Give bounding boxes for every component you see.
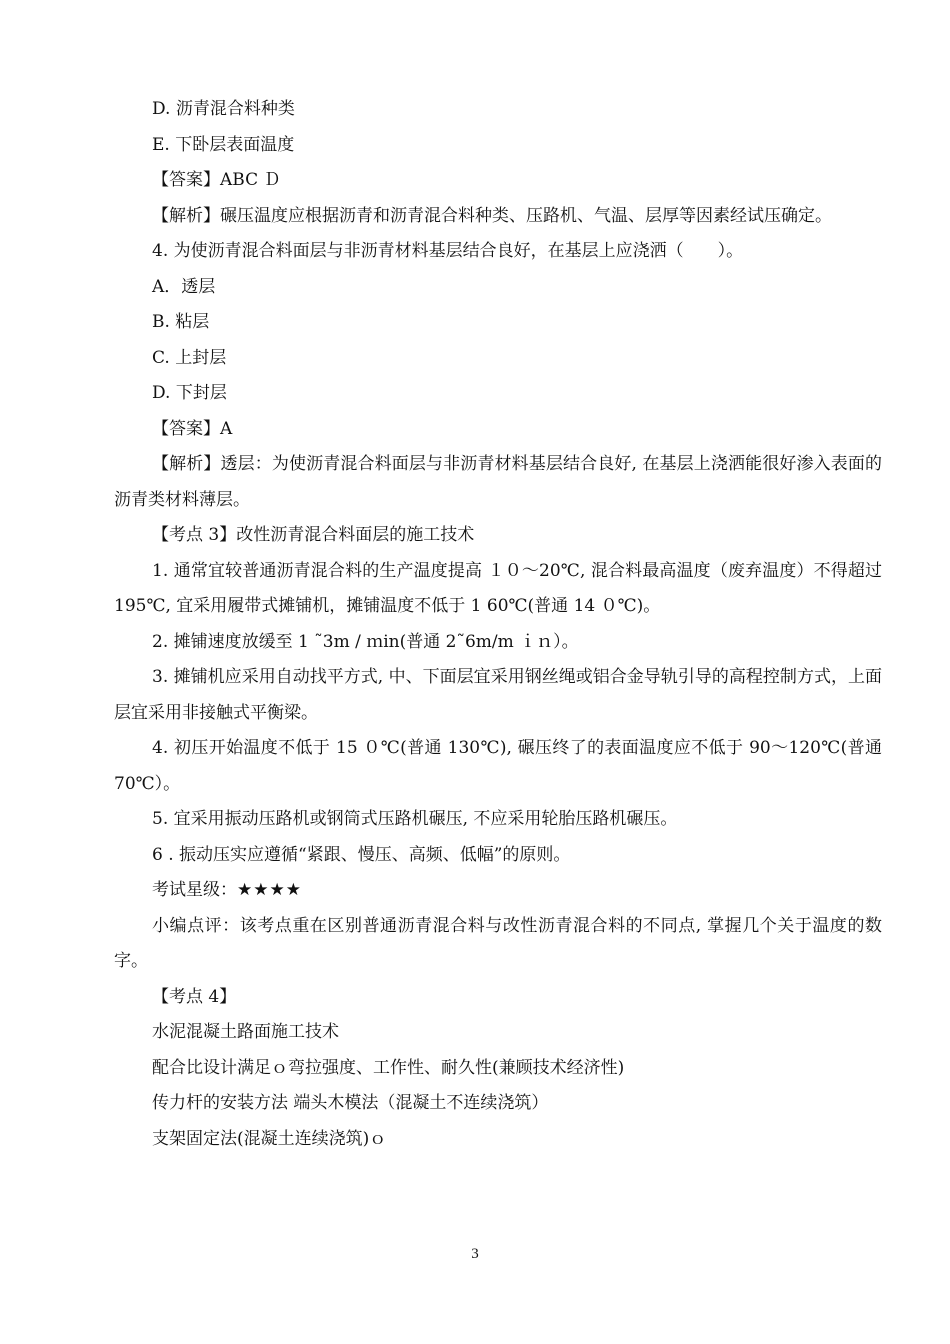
editor-comment: 小编点评：该考点重在区别普通沥青混合料与改性沥青混合料的不同点, 掌握几个关于温度的数字。: [114, 915, 882, 971]
answer-q3: 【答案】ABC Ｄ: [152, 170, 281, 190]
key-point-3-item-3: 3. 摊铺机应采用自动找平方式, 中、下面层宜采用钢丝绳或铝合金导轨引导的高程控制方式，上面层宜采用非接触式平衡梁。: [114, 667, 882, 723]
key-point-4-heading: 【考点 4】: [152, 986, 237, 1007]
mix-design-requirements: 配合比设计满足ｏ弯拉强度、工作性、耐久性(兼顾技术经济性): [152, 1057, 625, 1078]
key-point-3-heading: 【考点 3】改性沥青混合料面层的施工技术: [152, 525, 475, 545]
analysis-q4: 【解析】透层：为使沥青混合料面层与非沥青材料基层结合良好, 在基层上浇洒能很好渗入表面的沥青类材料薄层。: [114, 454, 882, 510]
bracket-fixing-method: 支架固定法(混凝土连续浇筑)ｏ: [152, 1128, 387, 1149]
key-point-3-item-6: 6 . 振动压实应遵循“紧跟、慢压、高频、低幅”的原则。: [152, 844, 571, 865]
key-point-3-item-2: 2. 摊铺速度放缓至 1 ˜3m / ｍin(普通 2˜6m/m ｉｎ）。: [152, 631, 579, 652]
page-number: 3: [471, 1246, 479, 1262]
option-a-prime-coat: A．透层: [152, 276, 216, 297]
analysis-q3: 【解析】碾压温度应根据沥青和沥青混合料种类、压路机、气温、层厚等因素经试压确定。: [152, 205, 832, 226]
exam-rating-label: 考试星级：: [152, 880, 237, 900]
concrete-pavement-title: 水泥混凝土路面施工技术: [152, 1022, 339, 1042]
key-point-3-item-5: 5. 宜采用振动压路机或钢筒式压路机碾压, 不应采用轮胎压路机碾压。: [152, 809, 678, 829]
option-b-tack-coat: B. 粘层: [152, 312, 210, 332]
option-d-lower-seal: D. 下封层: [152, 383, 227, 403]
key-point-3-item-1: 1. 通常宜较普通沥青混合料的生产温度提高 １０～20℃, 混合料最高温度（废弃温度）不得超过 195℃, 宜采用履带式摊铺机，摊铺温度不低于 1 60℃(普通 14 ０℃)。: [114, 560, 882, 616]
option-d-mix-type: D. 沥青混合料种类: [152, 99, 295, 119]
key-point-3-item-4: 4. 初压开始温度不低于 15 ０℃(普通 130℃), 碾压终了的表面温度应不低于 90～120℃(普通 70℃）。: [114, 738, 882, 794]
question-4: 4. 为使沥青混合料面层与非沥青材料基层结合良好，在基层上应浇洒（ ）。: [152, 241, 744, 261]
option-e-lower-layer-temperature: E. 下卧层表面温度: [152, 134, 295, 155]
exam-rating: [114, 873, 882, 909]
option-c-upper-seal: C. 上封层: [152, 347, 227, 368]
star-rating-icon: ★★★★: [237, 880, 302, 900]
document-body: [114, 92, 882, 1157]
answer-q4: 【答案】A: [152, 418, 233, 439]
dowel-bar-installation: 传力杆的安装方法 端头木模法（混凝土不连续浇筑）: [152, 1093, 549, 1113]
